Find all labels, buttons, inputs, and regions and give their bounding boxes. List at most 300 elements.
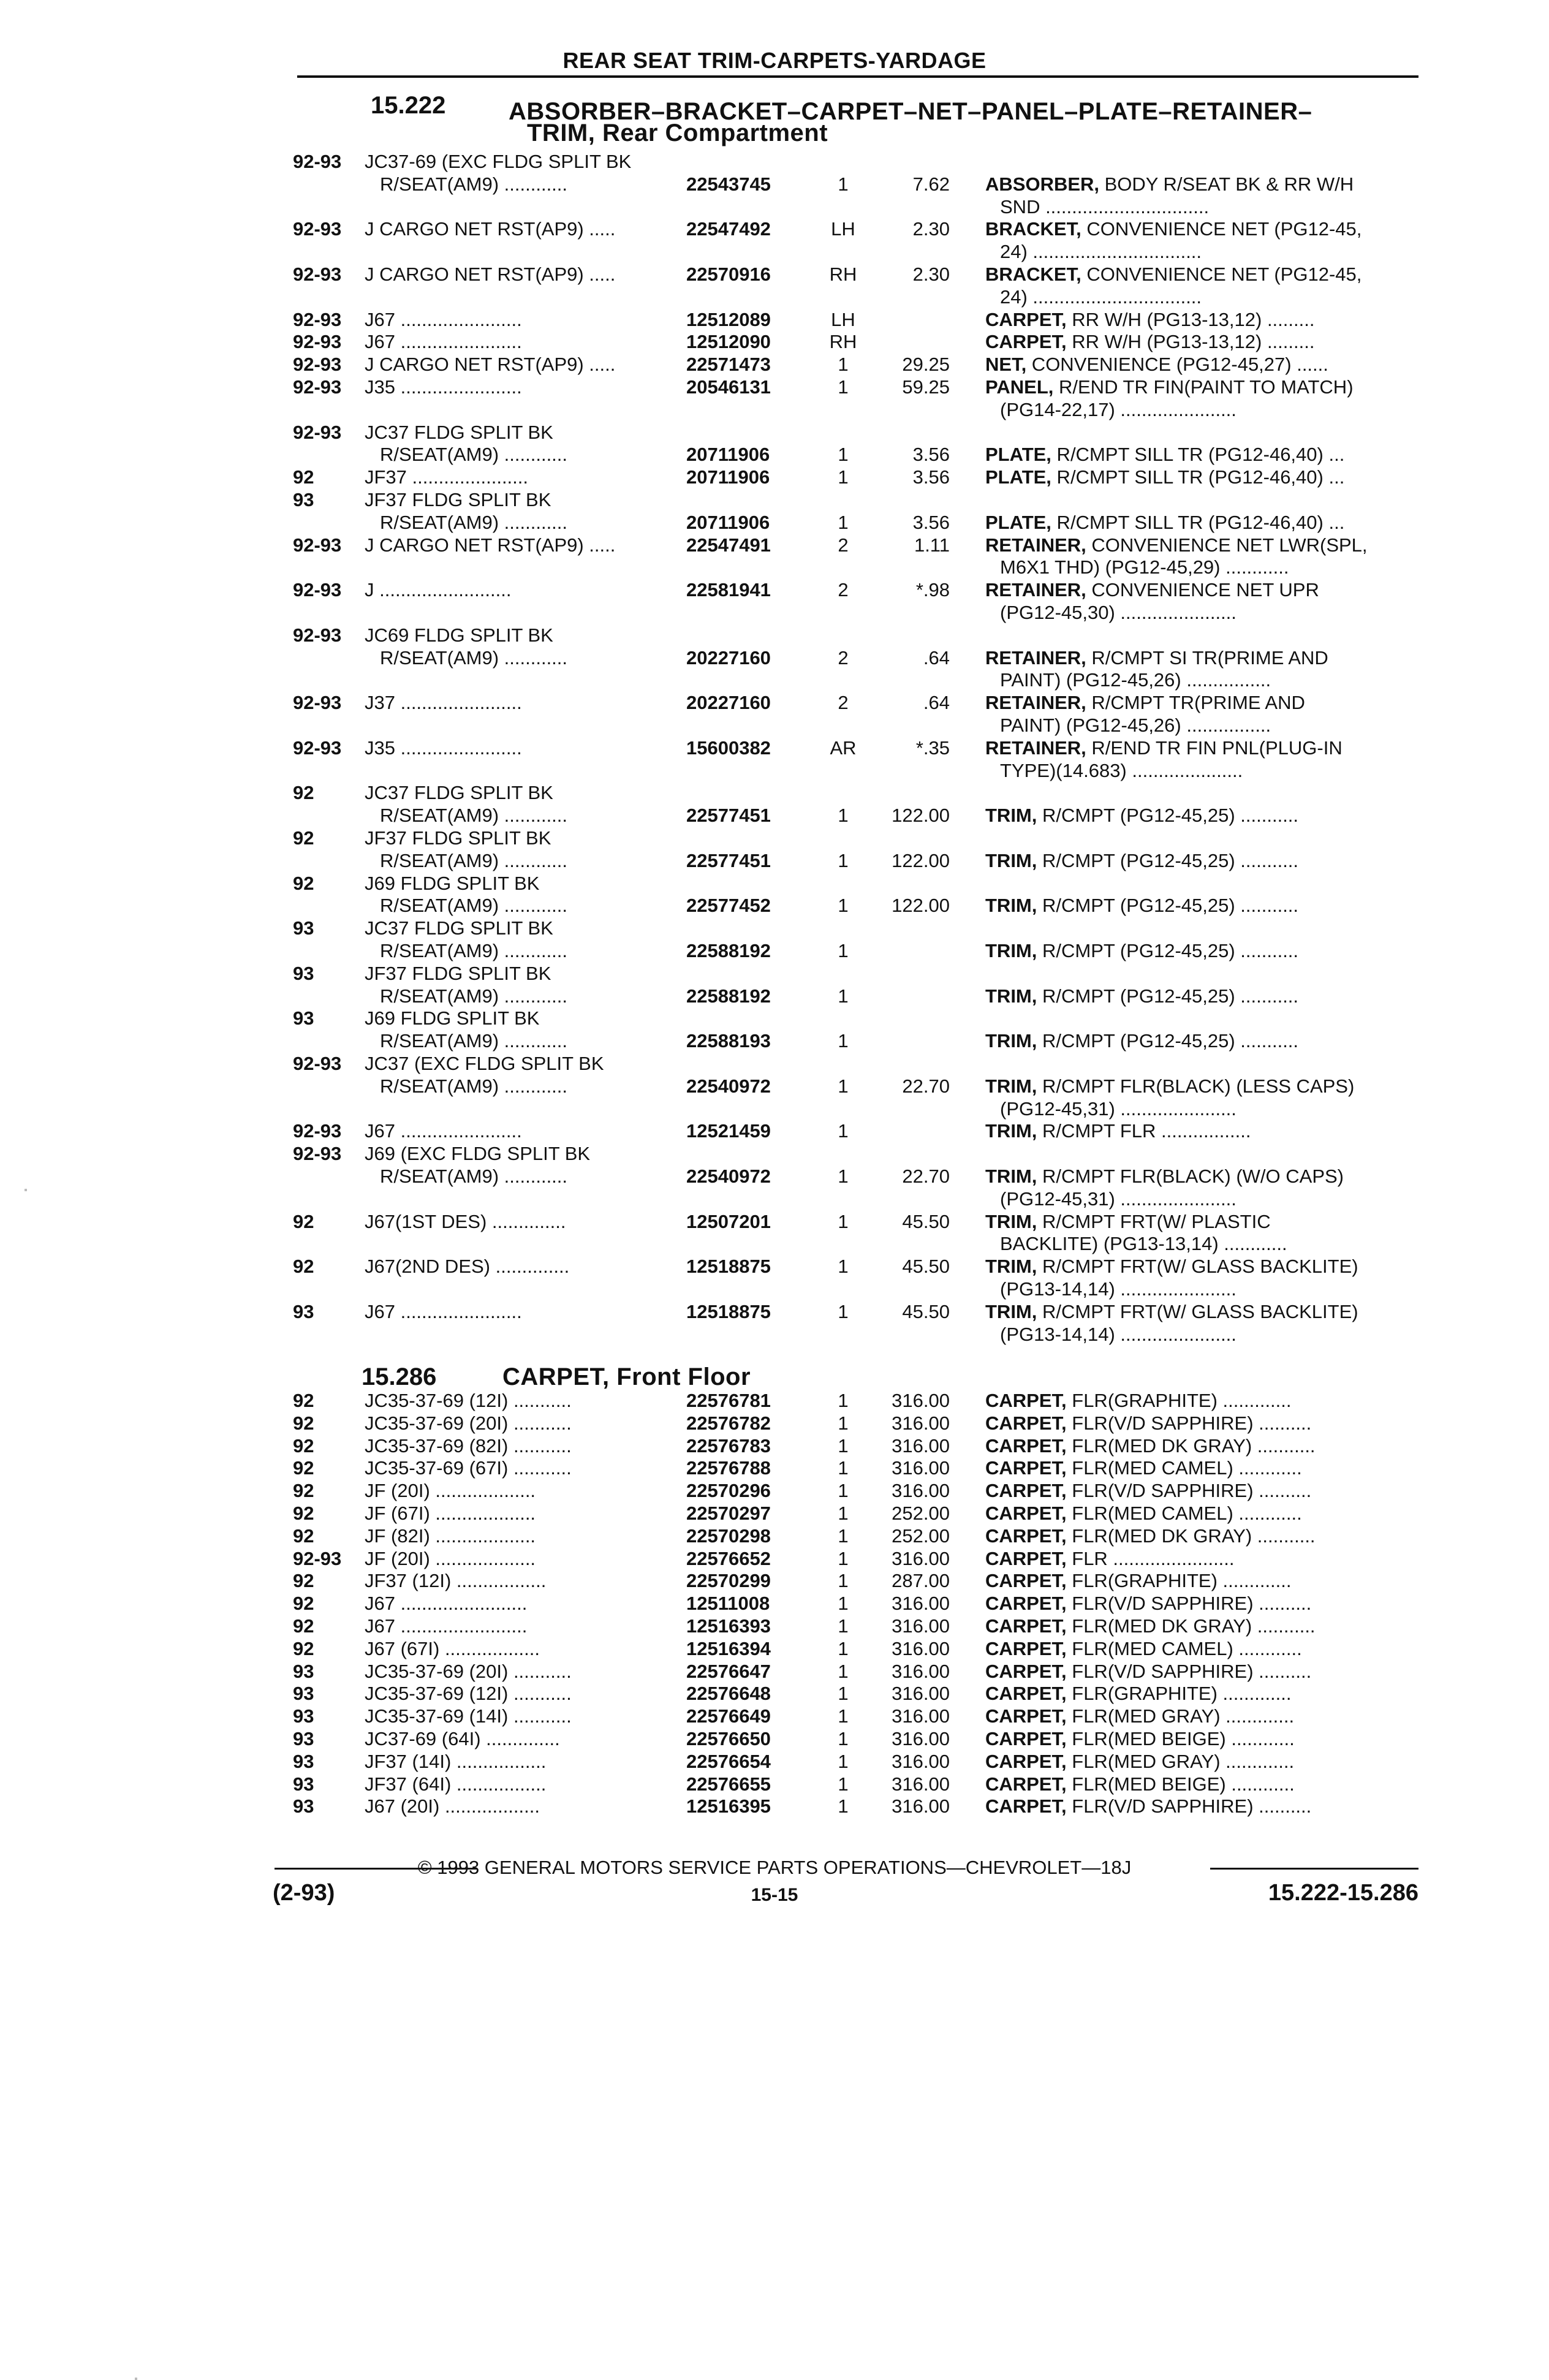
table-row [0,1007,1549,1029]
list-price: 122.00 [892,849,950,871]
quantity: 1 [838,1457,849,1479]
part-detail: FLR ....................... [1066,1547,1235,1569]
part-name: TRIM, [985,1256,1037,1278]
model-usage: JF37 FLDG SPLIT BK [365,489,551,510]
table-row [0,805,1549,827]
description-continuation: (PG12-45,31) ...................... [1000,1188,1237,1210]
model-year: 92 [293,1570,314,1592]
part-number: 22543745 [686,173,771,195]
part-name: BRACKET, [985,263,1081,285]
quantity: 1 [838,1210,849,1232]
part-description [985,1165,1344,1188]
model-year: 92-93 [293,376,342,398]
model-usage: JF (82I) ................... [365,1525,536,1547]
part-description [985,1728,1295,1750]
quantity: 2 [838,692,849,714]
part-detail: CONVENIENCE NET (PG12-45, [1081,218,1362,240]
model-usage: JF37 (12I) ................. [365,1570,547,1592]
model-usage: J CARGO NET RST(AP9) ..... [365,263,616,285]
part-description [985,579,1319,601]
model-usage: R/SEAT(AM9) ............ [380,1165,568,1187]
part-name: CARPET, [985,1683,1067,1705]
header-rule [297,75,1418,78]
model-usage: J CARGO NET RST(AP9) ..... [365,534,616,556]
table-row [0,940,1549,962]
part-description [985,940,1298,962]
part-name: CARPET, [985,1503,1067,1524]
quantity: 1 [838,1795,849,1817]
model-usage: JF37 (64I) ................. [365,1773,547,1795]
quantity: 2 [838,646,849,669]
part-name: TRIM, [985,895,1037,917]
part-detail: R/CMPT (PG12-45,25) ........... [1037,895,1299,917]
part-detail: R/CMPT (PG12-45,25) ........... [1037,1030,1299,1052]
part-description [985,1075,1354,1097]
table-row [0,917,1549,939]
quantity: AR [830,737,857,759]
description-continuation: 24) ................................ [1000,241,1202,263]
table-row [0,1053,1549,1075]
model-usage: JF (20I) ................... [365,1480,536,1502]
table-row [0,1143,1549,1165]
part-detail: R/CMPT FLR(BLACK) (LESS CAPS) [1037,1075,1355,1097]
part-number: 22576650 [686,1728,771,1749]
quantity: 1 [838,1570,849,1592]
list-price: 252.00 [892,1525,950,1547]
model-usage: JC69 FLDG SPLIT BK [365,624,553,646]
table-row [0,827,1549,849]
quantity: 1 [838,1300,849,1322]
list-price: 1.11 [914,534,950,556]
part-description [985,1390,1292,1412]
part-number: 22588192 [686,985,771,1007]
part-number: 22547491 [686,534,771,556]
page-header-title: REAR SEAT TRIM-CARPETS-YARDAGE [562,48,987,73]
part-number: 22576649 [686,1705,771,1727]
model-year: 93 [293,1773,314,1795]
table-row [0,151,1549,173]
quantity: 1 [838,805,849,827]
table-row [0,534,1549,556]
part-number: 22576781 [686,1390,771,1411]
model-year: 92-93 [293,354,342,376]
footer-copyright: © 1993 GENERAL MOTORS SERVICE PARTS OPERATIONS—CHEVROLET—18J [417,1857,1132,1878]
list-price: *.35 [915,737,950,759]
quantity: 1 [838,895,849,917]
part-description [985,1435,1316,1457]
quantity: 1 [838,1593,849,1615]
model-usage: JF37 (14I) ................. [365,1750,547,1772]
model-year: 92 [293,1615,314,1637]
table-row [0,1705,1549,1727]
part-detail: R/CMPT (PG12-45,25) ........... [1037,940,1299,961]
footer-revision-date: (2-93) [273,1880,335,1906]
part-name: CARPET, [985,331,1067,353]
part-detail: FLR(MED CAMEL) ............ [1066,1637,1302,1659]
model-year: 92 [293,1480,314,1502]
table-row [0,1256,1549,1278]
model-usage: JC35-37-69 (67I) ........... [365,1457,572,1479]
table-row [0,399,1549,421]
model-usage: JF37 FLDG SPLIT BK [365,962,551,984]
scan-speck [25,1189,27,1191]
scan-speck [135,2378,137,2380]
list-price: 45.50 [902,1210,950,1232]
list-price: 2.30 [912,263,950,285]
table-row [0,1120,1549,1142]
model-usage: JC37-69 (EXC FLDG SPLIT BK [365,151,632,172]
table-row [0,985,1549,1007]
model-year: 92-93 [293,1547,342,1569]
part-number: 15600382 [686,737,771,759]
model-year: 93 [293,1728,314,1749]
part-name: ABSORBER, [985,173,1100,195]
model-usage: J37 ....................... [365,692,522,714]
part-name: CARPET, [985,1750,1067,1772]
part-detail: FLR(GRAPHITE) ............. [1066,1570,1292,1592]
part-detail: CONVENIENCE NET UPR [1086,579,1319,601]
table-row [0,1301,1549,1323]
description-continuation: SND ............................... [1000,195,1210,218]
list-price: 316.00 [892,1434,950,1457]
part-number: 20711906 [686,511,770,533]
part-number: 20711906 [686,444,770,466]
table-row [0,489,1549,511]
quantity: 1 [838,1728,849,1749]
quantity: 1 [838,1120,849,1142]
model-year: 92-93 [293,151,342,172]
table-row [0,873,1549,895]
part-detail: R/CMPT FLR(BLACK) (W/O CAPS) [1037,1165,1344,1187]
part-name: TRIM, [985,1120,1037,1142]
quantity: 2 [838,579,849,601]
model-year: 92-93 [293,1120,342,1142]
model-usage: J67 ....................... [365,308,522,330]
model-year: 92-93 [293,692,342,714]
part-detail: FLR(MED BEIGE) ............ [1066,1728,1295,1749]
part-number: 22577451 [686,805,771,827]
model-year: 92-93 [293,534,342,556]
table-row [0,1728,1549,1750]
description-continuation: (PG13-14,14) ...................... [1000,1278,1237,1300]
table-row [0,331,1549,353]
table-row [0,1638,1549,1660]
part-number: 12511008 [686,1593,770,1615]
table-row [0,1098,1549,1120]
part-name: CARPET, [985,1660,1067,1682]
part-detail: CONVENIENCE NET (PG12-45, [1081,263,1362,285]
part-description [985,895,1298,917]
model-year: 92 [293,1390,314,1411]
part-number: 22588193 [686,1030,771,1052]
model-year: 92-93 [293,737,342,759]
part-name: CARPET, [985,1434,1067,1457]
model-year: 92 [293,1525,314,1547]
list-price: 316.00 [892,1637,950,1659]
model-usage: J67 ....................... [365,1120,522,1142]
list-price: 45.50 [902,1256,950,1278]
list-price: 287.00 [892,1570,950,1592]
table-row [0,895,1549,917]
quantity: 1 [838,444,849,466]
model-year: 92 [293,872,314,894]
part-name: CARPET, [985,1637,1067,1659]
model-year: 92 [293,466,314,488]
section-title: ABSORBER–BRACKET–CARPET–NET–PANEL–PLATE–RETAINER– [509,98,1312,125]
part-detail: R/CMPT SILL TR (PG12-46,40) ... [1051,444,1345,466]
quantity: 1 [838,1750,849,1772]
part-description [985,647,1328,669]
quantity: 1 [838,1390,849,1411]
part-detail: R/CMPT SILL TR (PG12-46,40) ... [1051,511,1345,533]
quantity: 1 [838,1434,849,1457]
part-number: 20546131 [686,376,771,398]
table-row [0,1211,1549,1233]
model-usage: J35 ....................... [365,737,522,759]
quantity: 1 [838,1412,849,1434]
part-detail: R/CMPT FRT(W/ GLASS BACKLITE) [1037,1256,1358,1278]
model-year: 93 [293,1683,314,1705]
part-number: 22576783 [686,1434,771,1457]
model-usage: JC37 FLDG SPLIT BK [365,782,553,804]
part-description [985,1480,1311,1502]
model-year: 92 [293,1637,314,1659]
part-description [985,985,1298,1007]
part-description [985,737,1343,759]
table-row [0,1188,1549,1210]
part-detail: FLR(MED CAMEL) ............ [1066,1503,1302,1524]
table-row [0,782,1549,804]
part-detail: FLR(V/D SAPPHIRE) .......... [1066,1593,1312,1615]
part-number: 22577452 [686,895,771,917]
list-price: .64 [923,646,950,669]
description-continuation: PAINT) (PG12-45,26) ................ [1000,669,1271,691]
table-row [0,1457,1549,1479]
part-number: 12518875 [686,1256,771,1278]
model-usage: J ......................... [365,579,512,601]
table-row [0,1503,1549,1525]
part-number: 22540972 [686,1075,771,1097]
part-number: 22570916 [686,263,771,285]
quantity: 1 [838,511,849,533]
list-price: 316.00 [892,1728,950,1749]
table-row [0,1661,1549,1683]
part-description [985,1503,1302,1525]
part-description [985,512,1344,534]
quantity: 1 [838,376,849,398]
list-price: 252.00 [892,1503,950,1524]
list-price: 22.70 [902,1165,950,1187]
part-name: PLATE, [985,466,1051,488]
part-number: 20711906 [686,466,770,488]
table-row [0,647,1549,669]
part-detail: R/CMPT FRT(W/ PLASTIC [1037,1210,1271,1232]
part-name: TRIM, [985,805,1037,827]
description-continuation: TYPE)(14.683) ..................... [1000,759,1243,781]
quantity: 1 [838,849,849,871]
table-row [0,1324,1549,1346]
quantity: 1 [838,1547,849,1569]
list-price: 316.00 [892,1683,950,1705]
description-continuation: 24) ................................ [1000,286,1202,308]
part-description [985,1030,1298,1052]
model-usage: JF37 FLDG SPLIT BK [365,827,551,849]
part-detail: FLR(V/D SAPPHIRE) .......... [1066,1660,1312,1682]
table-row [0,1525,1549,1547]
quantity: 1 [838,1637,849,1659]
model-year: 92-93 [293,624,342,646]
table-row [0,850,1549,872]
part-description [985,1548,1235,1570]
part-name: CARPET, [985,1480,1067,1502]
table-row [0,286,1549,308]
part-description [985,1412,1311,1434]
table-row [0,512,1549,534]
part-number: 20227160 [686,646,771,669]
list-price: 316.00 [892,1593,950,1615]
table-row [0,1435,1549,1457]
part-description [985,309,1314,331]
part-number: 22571473 [686,354,771,376]
part-detail: FLR(MED GRAY) ............. [1066,1750,1295,1772]
part-name: TRIM, [985,940,1037,961]
section-number: 15.286 [362,1363,437,1390]
section-number: 15.222 [371,92,446,119]
part-name: CARPET, [985,1615,1067,1637]
quantity: LH [831,308,855,330]
table-row [0,1795,1549,1817]
table-row [0,760,1549,782]
model-usage: R/SEAT(AM9) ............ [380,985,568,1007]
model-year: 92 [293,1593,314,1615]
part-number: 22570299 [686,1570,771,1592]
list-price: 2.30 [912,218,950,240]
list-price: 316.00 [892,1412,950,1434]
list-price: *.98 [915,579,950,601]
part-description [985,1301,1358,1323]
quantity: 1 [838,1256,849,1278]
list-price: 316.00 [892,1660,950,1682]
table-row [0,1390,1549,1412]
part-detail: FLR(V/D SAPPHIRE) .......... [1066,1412,1312,1434]
part-name: CARPET, [985,1547,1067,1569]
table-row [0,1030,1549,1052]
quantity: 1 [838,1075,849,1097]
part-detail: FLR(MED BEIGE) ............ [1066,1773,1295,1795]
part-name: RETAINER, [985,692,1086,714]
part-name: TRIM, [985,1300,1037,1322]
part-number: 22581941 [686,579,771,601]
table-row [0,1751,1549,1773]
model-usage: R/SEAT(AM9) ............ [380,646,568,669]
part-number: 22588192 [686,940,771,961]
part-number: 22540972 [686,1165,771,1187]
model-usage: JC35-37-69 (82I) ........... [365,1434,572,1457]
list-price: 316.00 [892,1773,950,1795]
quantity: LH [831,218,855,240]
list-price: 316.00 [892,1615,950,1637]
part-description [985,1615,1316,1637]
model-usage: R/SEAT(AM9) ............ [380,511,568,533]
part-detail: FLR(GRAPHITE) ............. [1066,1390,1292,1411]
list-price: .64 [923,692,950,714]
model-year: 92-93 [293,218,342,240]
table-row [0,173,1549,195]
part-detail: R/END TR FIN(PAINT TO MATCH) [1053,376,1354,398]
table-row [0,1480,1549,1502]
list-price: 316.00 [892,1457,950,1479]
quantity: RH [829,331,857,353]
table-row [0,714,1549,737]
model-usage: R/SEAT(AM9) ............ [380,444,568,466]
model-usage: J67 ....................... [365,331,522,353]
description-continuation: PAINT) (PG12-45,26) ................ [1000,714,1271,736]
model-year: 92 [293,827,314,849]
part-name: RETAINER, [985,534,1086,556]
footer-page-number: 15-15 [751,1885,798,1905]
part-description [985,376,1354,398]
part-detail: FLR(MED CAMEL) ............ [1066,1457,1302,1479]
part-name: RETAINER, [985,646,1086,669]
part-name: TRIM, [985,1210,1037,1232]
part-number: 12512090 [686,331,771,353]
part-description [985,1638,1302,1660]
table-row [0,1075,1549,1097]
part-number: 12516393 [686,1615,771,1637]
table-row [0,376,1549,398]
model-year: 93 [293,1705,314,1727]
quantity: 1 [838,466,849,488]
list-price: 316.00 [892,1705,950,1727]
part-name: CARPET, [985,1795,1067,1817]
model-year: 93 [293,917,314,939]
description-continuation: (PG12-45,31) ...................... [1000,1097,1237,1120]
part-detail: CONVENIENCE (PG12-45,27) ...... [1026,354,1328,376]
model-usage: JC35-37-69 (12I) ........... [365,1390,572,1411]
part-description [985,263,1362,286]
part-name: PLATE, [985,444,1051,466]
description-continuation: (PG14-22,17) ...................... [1000,398,1237,420]
table-row [0,579,1549,601]
model-usage: JC37-69 (64I) .............. [365,1728,560,1749]
list-price: 122.00 [892,805,950,827]
part-name: CARPET, [985,1593,1067,1615]
part-detail: RR W/H (PG13-13,12) ......... [1066,308,1315,330]
part-name: CARPET, [985,1390,1067,1411]
model-usage: JC37 FLDG SPLIT BK [365,421,553,443]
part-name: NET, [985,354,1027,376]
quantity: 1 [838,1705,849,1727]
part-number: 22576648 [686,1683,771,1705]
part-name: CARPET, [985,1773,1067,1795]
model-usage: J CARGO NET RST(AP9) ..... [365,218,616,240]
list-price: 29.25 [902,354,950,376]
model-year: 92 [293,1457,314,1479]
part-description [985,1661,1311,1683]
model-usage: R/SEAT(AM9) ............ [380,173,568,195]
part-detail: R/CMPT (PG12-45,25) ........... [1037,985,1299,1007]
list-price: 316.00 [892,1480,950,1502]
part-name: RETAINER, [985,579,1086,601]
model-year: 92 [293,782,314,804]
part-detail: R/CMPT SILL TR (PG12-46,40) ... [1051,466,1345,488]
part-description [985,692,1305,714]
quantity: 1 [838,1615,849,1637]
model-usage: JC35-37-69 (20I) ........... [365,1660,572,1682]
table-row [0,196,1549,218]
model-usage: JC35-37-69 (14I) ........... [365,1705,572,1727]
model-usage: R/SEAT(AM9) ............ [380,1075,568,1097]
